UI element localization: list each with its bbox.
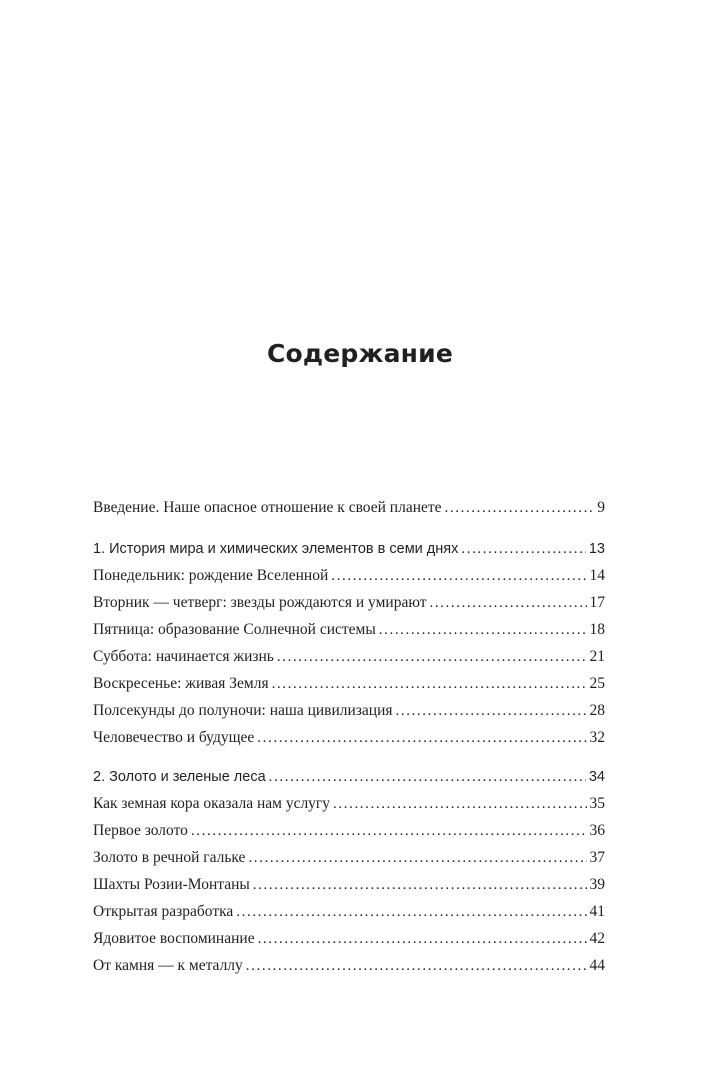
toc-entry[interactable] (93, 874, 605, 896)
toc-entry-title: Как земная кора оказала нам услугу (93, 795, 331, 812)
page-title: Содержание (266, 339, 454, 368)
toc-page-number: 13 (588, 541, 605, 557)
toc-entry[interactable] (93, 700, 605, 722)
dot-leader (396, 700, 587, 722)
dot-leader (236, 901, 586, 923)
toc-chapter-1[interactable] (93, 538, 605, 560)
dot-leader (269, 766, 586, 788)
toc-entry-title: Шахты Розии-Монтаны (93, 876, 250, 893)
toc-page-number: 32 (589, 729, 605, 746)
toc-entry-title: Понедельник: рождение Вселенной (93, 567, 329, 584)
toc-entry[interactable] (93, 673, 605, 695)
table-of-contents (93, 0, 605, 1080)
toc-page-number: 14 (589, 567, 605, 584)
toc-entry[interactable] (93, 928, 605, 950)
dot-leader (246, 955, 587, 977)
toc-entry[interactable] (93, 592, 605, 614)
dot-leader (277, 646, 587, 668)
dot-leader (331, 565, 586, 587)
toc-page-number: 42 (589, 930, 605, 947)
dot-leader (429, 592, 586, 614)
toc-page-number: 34 (588, 769, 605, 785)
toc-page-number: 18 (589, 621, 605, 638)
toc-page-number: 41 (589, 903, 605, 920)
toc-entry-title: Открытая разработка (93, 903, 234, 920)
toc-entry-title: Пятница: образование Солнечной системы (93, 621, 376, 638)
toc-entry[interactable] (93, 955, 605, 977)
toc-entry-title: От камня — к металлу (93, 957, 243, 974)
toc-entry[interactable] (93, 793, 605, 815)
dot-leader (257, 727, 586, 749)
toc-entry-title: Первое золото (93, 822, 188, 839)
toc-chapter-title: 2. Золото и зеленые леса (93, 769, 266, 785)
dot-leader (258, 928, 587, 950)
toc-page-number: 37 (589, 849, 605, 866)
toc-entry-title: Суббота: начинается жизнь (93, 648, 274, 665)
toc-page-number: 25 (589, 675, 605, 692)
toc-chapter-title: 1. История мира и химических элементов в семи днях (93, 541, 459, 557)
toc-entry[interactable] (93, 727, 605, 749)
toc-page-number: 28 (589, 702, 605, 719)
dot-leader (461, 538, 585, 560)
toc-entry-title: Ядовитое воспоминание (93, 930, 255, 947)
toc-entry[interactable] (93, 619, 605, 641)
toc-page-number: 36 (589, 822, 605, 839)
dot-leader (333, 793, 586, 815)
dot-leader (445, 497, 595, 519)
dot-leader (248, 847, 586, 869)
dot-leader (272, 673, 587, 695)
toc-entry-title: Полсекунды до полуночи: наша цивилизация (93, 702, 393, 719)
toc-chapter-2[interactable] (93, 766, 605, 788)
toc-entry-title: Вторник — четверг: звезды рождаются и умирают (93, 594, 427, 611)
toc-entry[interactable] (93, 901, 605, 923)
toc-entry-title: Золото в речной гальке (93, 849, 246, 866)
toc-entry[interactable] (93, 646, 605, 668)
toc-page-number: 44 (589, 957, 605, 974)
dot-leader (191, 820, 587, 842)
toc-entry-title: Человечество и будущее (93, 729, 255, 746)
toc-entry[interactable] (93, 820, 605, 842)
toc-page-number: 39 (589, 876, 605, 893)
toc-page-number: 9 (597, 499, 605, 516)
toc-entry[interactable] (93, 847, 605, 869)
toc-entry[interactable] (93, 565, 605, 587)
toc-page-number: 17 (589, 594, 605, 611)
toc-entry-title: Введение. Наше опасное отношение к своей планете (93, 499, 442, 516)
dot-leader (379, 619, 587, 641)
toc-entry-title: Воскресенье: живая Земля (93, 675, 269, 692)
toc-entry-introduction[interactable] (93, 497, 605, 519)
toc-page-number: 21 (589, 648, 605, 665)
dot-leader (253, 874, 587, 896)
toc-page-number: 35 (589, 795, 605, 812)
